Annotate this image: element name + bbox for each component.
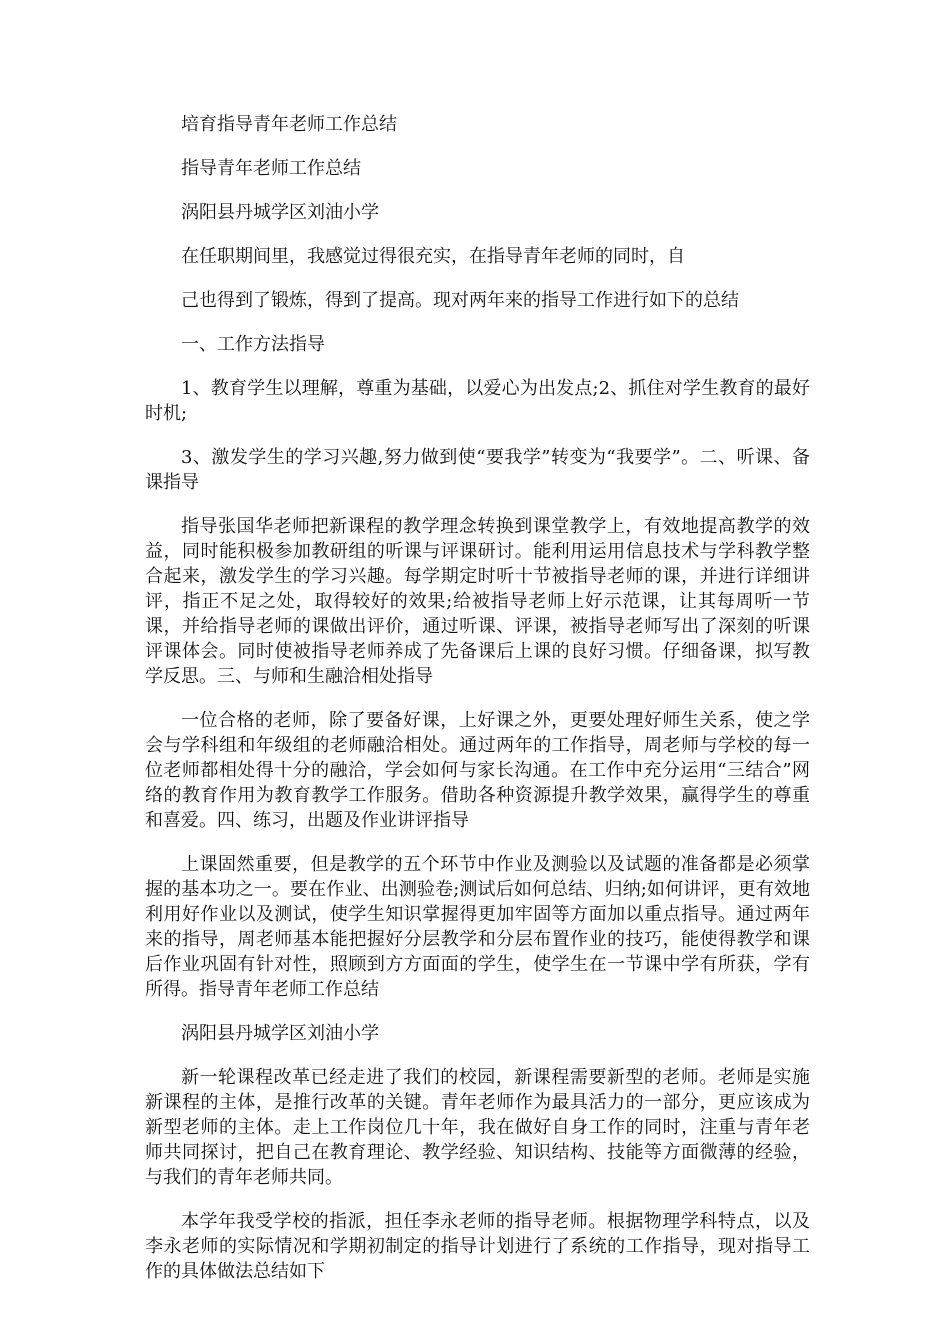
school-name: 涡阳县丹城学区刘油小学 xyxy=(181,202,379,223)
section-heading: 一、工作方法指导 xyxy=(181,334,325,355)
paragraph: 3、激发学生的学习兴趣,努力做到使“要我学”转变为“我要学”。二、听课、备课指导 xyxy=(145,447,810,493)
school-name: 涡阳县丹城学区刘油小学 xyxy=(181,1023,379,1044)
paragraph: 新一轮课程改革已经走进了我们的校园，新课程需要新型的老师。老师是实施新课程的主体，是推行改革的关键。青年老师作为最具活力的一部分，更应该成为新型老师的主体。走上工作岗位几十年，我在做好自身工作的同时，注重与青年老师共同探讨，把自己在教育理论、教学经验、知识结构、技能等方面微薄的经验，与我们的青年老师共同。 xyxy=(145,1067,810,1188)
paragraph: 指导张国华老师把新课程的教学理念转换到课堂教学上，有效地提高教学的效益，同时能积极参加教研组的听课与评课研讨。能利用运用信息技术与学科教学整合起来，激发学生的学习兴趣。每学期定时听十节被指导老师的课，并进行详细讲评，指正不足之处，取得较好的效果;给被指导老师上好示范课，让其每周听一节课，并给指导老师的课做出评价，通过听课、评课，被指导老师写出了深刻的听课评课体会。同时使被指导老师养成了先备课后上课的良好习惯。仔细备课，拟写教学反思。三、与师和生融洽相处指导 xyxy=(145,516,810,687)
paragraph: 上课固然重要，但是教学的五个环节中作业及测验以及试题的准备都是必须掌握的基本功之一。要在作业、出测验卷;测试后如何总结、归纳;如何讲评，更有效地利用好作业以及测试，使学生知识掌握得更加牢固等方面加以重点指导。通过两年来的指导，周老师基本能把握好分层教学和分层布置作业的技巧，能使得教学和课后作业巩固有针对性，照顾到方方面面的学生，使学生在一节课中学有所获，学有所得。指导青年老师工作总结 xyxy=(145,854,810,1000)
paragraph: 一位合格的老师，除了要备好课，上好课之外，更要处理好师生关系，使之学会与学科组和年级组的老师融洽相处。通过两年的工作指导，周老师与学校的每一位老师都相处得十分的融洽，学会如何与家长沟通。在工作中充分运用“三结合”网络的教育作用为教育教学工作服务。借助各种资源提升教学效果，赢得学生的尊重和喜爱。四、练习，出题及作业讲评指导 xyxy=(145,710,810,831)
subtitle: 指导青年老师工作总结 xyxy=(181,158,361,179)
paragraph: 1、教育学生以理解，尊重为基础，以爱心为出发点;2、抓住对学生教育的最好时机; xyxy=(145,378,810,424)
paragraph: 在任职期间里，我感觉过得很充实，在指导青年老师的同时，自 xyxy=(181,246,685,267)
paragraph: 本学年我受学校的指派，担任李永老师的指导老师。根据物理学科特点，以及李永老师的实际情况和学期初制定的指导计划进行了系统的工作指导，现对指导工作的具体做法总结如下 xyxy=(145,1211,810,1282)
document-body xyxy=(145,112,810,1303)
document-title: 培育指导青年老师工作总结 xyxy=(181,114,397,135)
paragraph: 己也得到了锻炼，得到了提高。现对两年来的指导工作进行如下的总结 xyxy=(181,290,739,311)
